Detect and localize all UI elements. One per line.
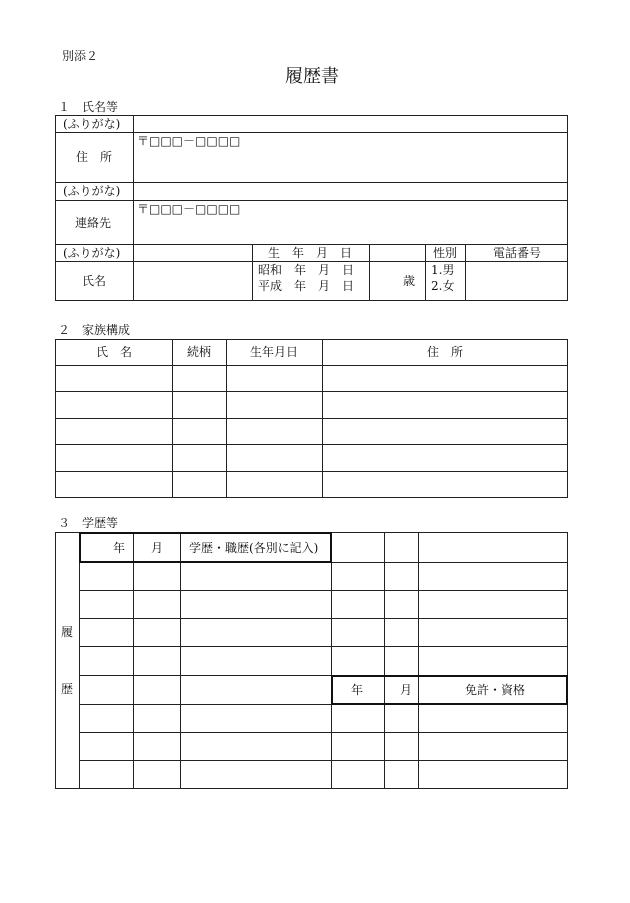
furigana-label-contact: (ふりがな)	[63, 184, 121, 198]
section3-heading: ３ 学歴等	[58, 516, 119, 530]
age-unit: 歳	[403, 274, 416, 288]
history-side-label-1: 履	[61, 625, 74, 639]
attachment-label: 別添２	[62, 49, 99, 63]
furigana-address-field[interactable]	[134, 116, 567, 132]
name-label: 氏名	[82, 274, 107, 288]
gender-female-option[interactable]: 2.女	[431, 279, 455, 293]
gender-male-option[interactable]: 1.男	[431, 263, 455, 277]
license-col-month: 月	[400, 683, 413, 697]
history-col-month: 月	[151, 541, 164, 555]
history-table	[55, 532, 568, 789]
birth-heisei: 平成 年 月 日	[258, 279, 355, 293]
address-label: 住 所	[76, 150, 113, 164]
family-col-relation: 続柄	[187, 345, 212, 359]
license-col-description: 免許・資格	[465, 683, 526, 697]
section1-heading: １ 氏名等	[58, 100, 119, 114]
birth-date-header: 生 年 月 日	[268, 246, 353, 260]
page-title: 履歴書	[285, 66, 339, 87]
history-col-year: 年	[113, 541, 126, 555]
furigana-contact-field[interactable]	[134, 183, 567, 200]
license-col-year: 年	[351, 683, 364, 697]
family-col-birthdate: 生年月日	[250, 345, 299, 359]
history-side-label-2: 歴	[61, 682, 74, 696]
gender-header: 性別	[433, 246, 458, 260]
phone-header: 電話番号	[493, 246, 542, 260]
name-field[interactable]	[134, 262, 252, 300]
furigana-label-address: (ふりがな)	[63, 117, 121, 131]
contact-label: 連絡先	[75, 216, 112, 230]
furigana-label-name: (ふりがな)	[63, 246, 121, 260]
family-col-address: 住 所	[427, 345, 464, 359]
section2-heading: ２ 家族構成	[58, 323, 131, 337]
address-postal-code[interactable]: 〒□□□－□□□□	[137, 134, 241, 148]
birth-showa: 昭和 年 月 日	[258, 263, 355, 277]
phone-field[interactable]	[466, 262, 567, 300]
family-col-name: 氏 名	[96, 345, 133, 359]
history-col-description: 学歴・職歴(各別に記入)	[189, 541, 319, 555]
contact-postal-code[interactable]: 〒□□□－□□□□	[137, 202, 241, 216]
license-header-box	[331, 675, 568, 705]
